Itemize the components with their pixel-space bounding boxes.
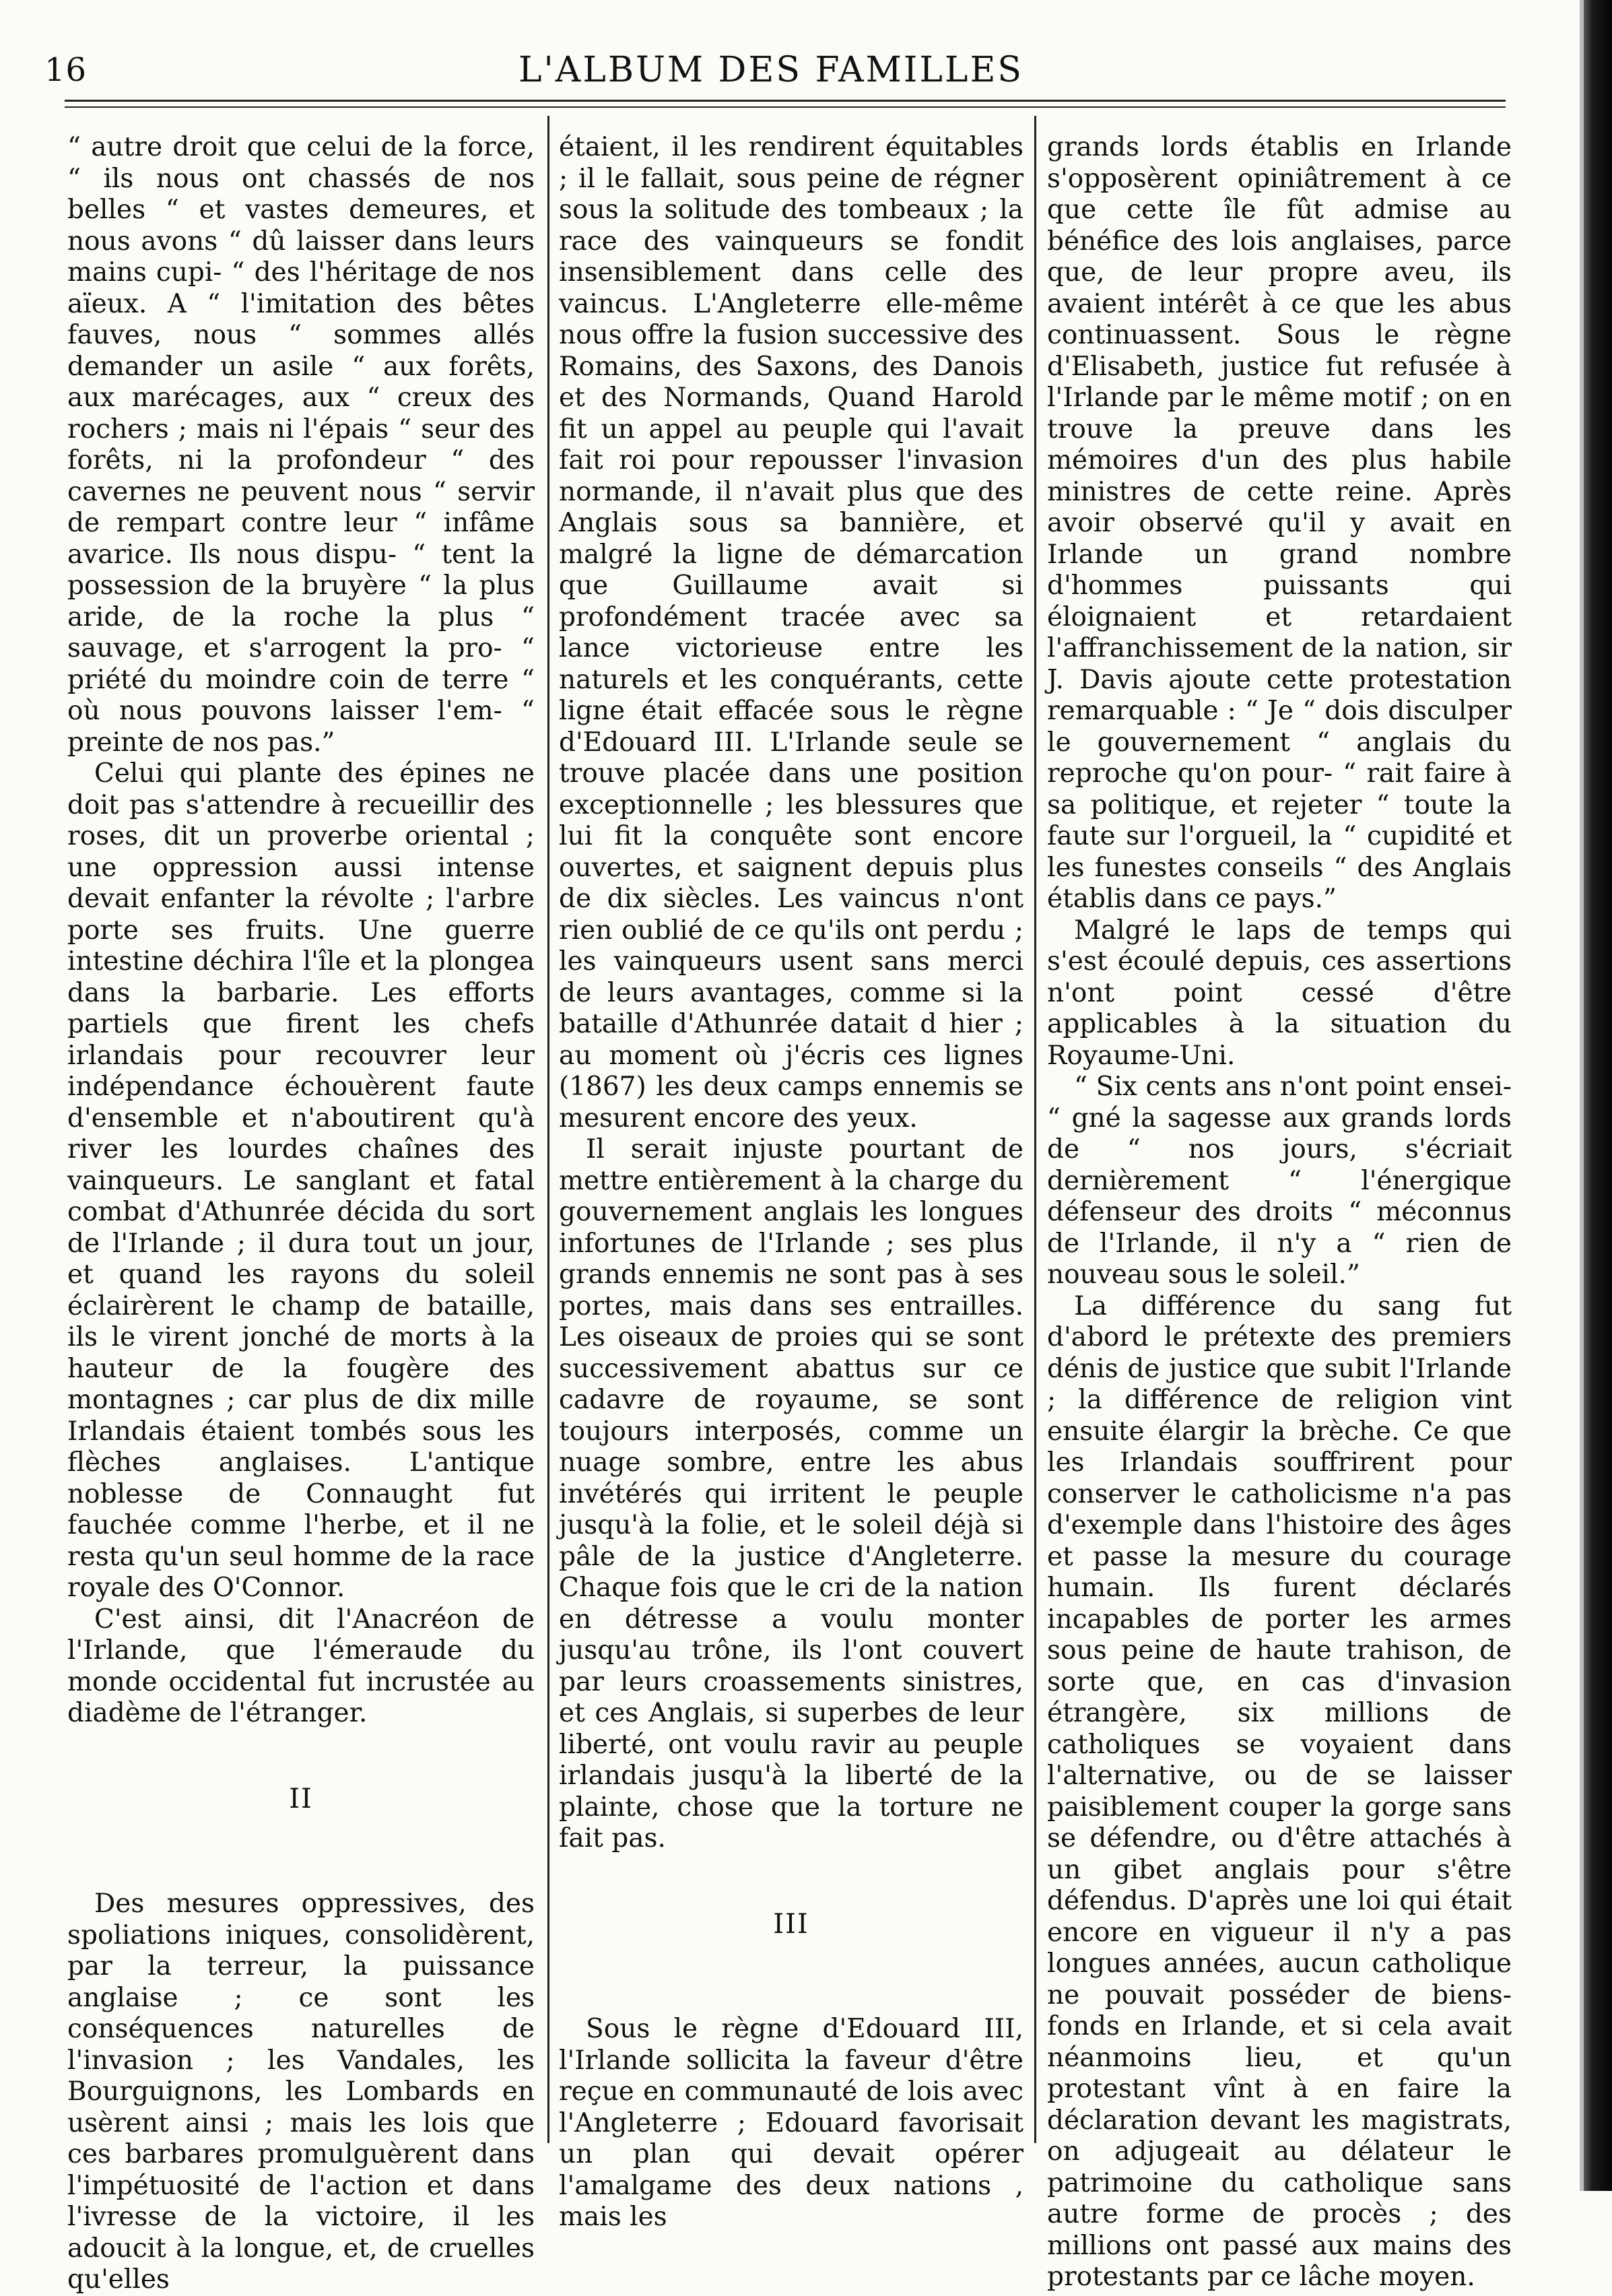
paragraph: “ autre droit que celui de la force, “ ils nous ont chassés de nos belles “ et vastes demeures, et nous avons “ dû laisser dans leurs mains cupi- “ des l'héritage de nos aïeux. A “ l'imitation des bêtes fauves, nous “ sommes allés demander un asile “ aux forêts, aux marécages, aux “ creux des rochers ; mais ni l'épais “ seur des forêts, ni la profondeur “ des cavernes ne peuvent nous “ servir de rempart contre leur “ infâme avarice. Ils nous dispu- “ tent la possession de la bruyère “ la plus aride, de la roche la plus “ sauvage, et s'arrogent la pro- “ priété du moindre coin de terre “ où nous pouvons laisser l'em- “ preinte de nos pas.” (67, 132, 535, 758)
page-number: 16 (44, 51, 88, 89)
column-divider (1034, 116, 1036, 2143)
text-column-3 (1047, 132, 1512, 2293)
section-heading: III (773, 1908, 809, 1940)
paragraph: Celui qui plante des épines ne doit pas s'attendre à recueillir des roses, dit un proverbe oriental ; une oppression aussi intense devait enfanter la révolte ; l'arbre porte ses fruits. Une guerre intestine déchira l'île et la plongea dans la barbarie. Les efforts partiels que firent les chefs irlandais pour recouvrer leur indépendance échouèrent faute d'ensemble et n'aboutirent qu'à river les lourdes chaînes des vainqueurs. Le sanglant et fatal combat d'Athunrée décida du sort de l'Irlande ; il dura tout un jour, et quand les rayons du soleil éclairèrent le champ de bataille, ils le virent jonché de morts à la hauteur de la fougère des montagnes ; car plus de dix mille Irlandais étaient tombés sous les flèches anglaises. L'antique noblesse de Connaught fut fauchée comme l'herbe, et il ne resta qu'un seul homme de la race royale des O'Connor. (67, 758, 535, 1603)
paragraph: La différence du sang fut d'abord le prétexte des premiers dénis de justice que subit l'Irlande ; la différence de religion vint ensuite élargir la brèche. Ce que les Irlandais souffrirent pour conserver le catholicisme n'a pas d'exemple dans l'histoire des âges et passe la mesure du courage humain. Ils furent déclarés incapables de porter les armes sous peine de haute trahison, de sorte que, en cas d'invasion étrangère, six millions de catholiques se voyaient dans l'alternative, ou de se laisser paisiblement couper la gorge sans se défendre, ou d'être attachés à un gibet anglais pour s'être défendus. D'après une loi qui était encore en vigueur il n'y a pas longues années, aucun catholique ne pouvait posséder de biens-fonds en Irlande, et si cela avait néanmoins lieu, et qu'un protestant vînt à en faire la déclaration devant les magistrats, on adjugeait au délateur le patrimoine du catholique sans autre forme de procès ; des millions ont passé aux mains des protestants par ce lâche moyen. (1047, 1290, 1512, 2292)
page-edge-shadow (1584, 0, 1612, 2191)
paragraph: étaient, il les rendirent équitables ; il le fallait, sous peine de régner sous la solitude des tombeaux ; la race des vainqueurs se fondit insensiblement dans celle des vaincus. L'Angleterre elle-même nous offre la fusion successive des Romains, des Saxons, des Danois et des Normands, Quand Harold fit un appel au peuple qui l'avait fait roi pour repousser l'invasion normande, il n'avait plus que des Anglais sous sa bannière, et malgré la ligne de démarcation que Guillaume avait si profondément tracée avec sa lance victorieuse entre les naturels et les conquérants, cette ligne était effacée sous le règne d'Edouard III. L'Irlande seule se trouve placée dans une position exceptionnelle ; les blessures que lui fit la conquête sont encore ouvertes, et saignent depuis plus de dix siècles. Les vaincus n'ont rien oublié de ce qu'ils ont perdu ; les vainqueurs usent sans merci de leurs avantages, comme si la bataille d'Athunrée datait d hier ; au moment où j'écris ces lignes (1867) les deux camps ennemis se mesurent encore des yeux. (559, 132, 1023, 1134)
text-column-2 (559, 132, 1023, 2233)
header-rule (65, 106, 1506, 108)
header-rule (65, 100, 1506, 102)
paragraph: Malgré le laps de temps qui s'est écoulé depuis, ces assertions n'ont point cessé d'être applicables à la situation du Royaume-Uni. (1047, 915, 1512, 1071)
paragraph: “ Six cents ans n'ont point ensei- “ gné la sagesse aux grands lords de “ nos jours, s'écriait dernièrement “ l'énergique défenseur des droits “ méconnus de l'Irlande, il n'y a “ rien de nouveau sous le soleil.” (1047, 1072, 1512, 1290)
section-heading: II (289, 1783, 313, 1814)
paragraph: Des mesures oppressives, des spoliations iniques, consolidèrent, par la terreur, la puissance anglaise ; ce sont les conséquences naturelles de l'invasion ; les Vandales, les Bourguignons, les Lombards en usèrent ainsi ; mais les lois que ces barbares promulguèrent dans l'impétuosité de l'action et dans l'ivresse de la victoire, il les adoucit à la longue, et, de cruelles qu'elles (67, 1889, 535, 2295)
text-column-1 (67, 132, 535, 2296)
running-title: L'ALBUM DES FAMILLES (518, 50, 1024, 90)
paragraph: Il serait injuste pourtant de mettre entièrement à la charge du gouvernement anglais les longues infortunes de l'Irlande ; ses plus grands ennemis ne sont pas à ses portes, mais dans ses entrailles. Les oiseaux de proies qui se sont successivement abattus sur ce cadavre de royaume, se sont toujours interposés, comme un nuage sombre, entre les abus invétérés qui irritent le peuple jusqu'à la folie, et le soleil déjà si pâle de la justice d'Angleterre. Chaque fois que le cri de la nation en détresse a voulu monter jusqu'au trône, ils l'ont couvert par leurs croassements sinistres, et ces Anglais, si superbes de leur liberté, ont voulu ravir au peuple irlandais jusqu'à la liberté de la plainte, chose que la torture ne fait pas. (559, 1134, 1023, 1854)
column-divider (547, 116, 549, 2143)
paragraph: C'est ainsi, dit l'Anacréon de l'Irlande, que l'émeraude du monde occidental fut incrustée au diadème de l'étranger. (67, 1604, 535, 1728)
paragraph: Sous le règne d'Edouard III, l'Irlande sollicita la faveur d'être reçue en communauté de lois avec l'Angleterre ; Edouard favorisait un plan qui devait opérer l'amalgame des deux nations , mais les (559, 2014, 1023, 2232)
paragraph: grands lords établis en Irlande s'opposèrent opiniâtrement à ce que cette île fût admise au bénéfice des lois anglaises, parce que, de leur propre aveu, ils avaient intérêt à ce que les abus continuassent. Sous le règne d'Elisabeth, justice fut refusée à l'Irlande par le même motif ; on en trouve la preuve dans les mémoires d'un des plus habile ministres de cette reine. Après avoir observé qu'il y avait en Irlande un grand nombre d'hommes puissants qui éloignaient et retardaient l'affranchissement de la nation, sir J. Davis ajoute cette protestation remarquable : “ Je “ dois disculper le gouvernement “ anglais du reproche qu'on pour- “ rait faire à sa politique, et rejeter “ toute la faute sur l'orgueil, la “ cupidité et les funestes conseils “ des Anglais établis dans ce pays.” (1047, 132, 1512, 914)
